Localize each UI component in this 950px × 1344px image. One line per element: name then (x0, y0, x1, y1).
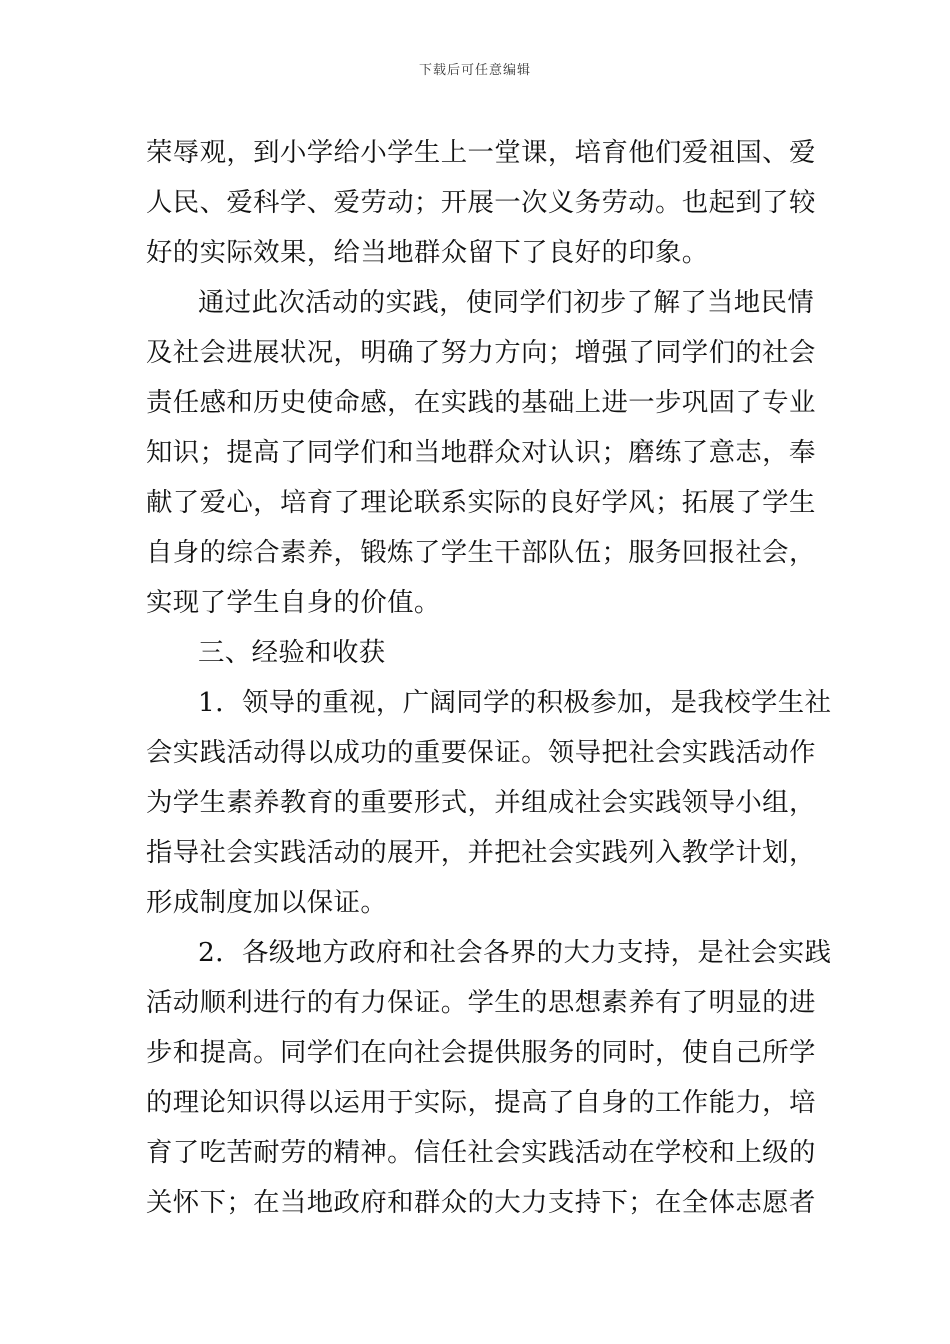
text-line-10: 实现了学生自身的价值。 (146, 587, 441, 618)
text-line-6: 责任感和历史使命感，在实践的基础上进一步巩固了专业 (146, 387, 816, 418)
text-line-20: 的理论知识得以运用于实际，提高了自身的工作能力，培 (146, 1087, 816, 1118)
text-line-13: 会实践活动得以成功的重要保证。领导把社会实践活动作 (146, 737, 816, 768)
text-line-15: 指导社会实践活动的展开，并把社会实践列入教学计划， (146, 837, 816, 868)
text-line-5: 及社会进展状况，明确了努力方向；增强了同学们的社会 (146, 337, 816, 368)
text-line-1: 荣辱观，到小学给小学生上一堂课，培育他们爱祖国、爱 (146, 137, 816, 168)
section-heading: 三、经验和收获 (198, 637, 386, 668)
text-line-18: 活动顺利进行的有力保证。学生的思想素养有了明显的进 (146, 987, 816, 1018)
text-line-21: 育了吃苦耐劳的精神。信任社会实践活动在学校和上级的 (146, 1137, 816, 1168)
text-line-14: 为学生素养教育的重要形式，并组成社会实践领导小组， (146, 787, 816, 818)
page-header-note: 下载后可任意编辑 (418, 63, 531, 78)
text-line-16: 形成制度加以保证。 (146, 887, 388, 918)
text-line-19: 步和提高。同学们在向社会提供服务的同时，使自己所学 (146, 1037, 816, 1068)
text-line-22: 关怀下；在当地政府和群众的大力支持下；在全体志愿者 (146, 1187, 816, 1218)
text-line-4: 通过此次活动的实践，使同学们初步了解了当地民情 (198, 287, 815, 318)
text-line-12: 1．领导的重视，广阔同学的积极参加，是我校学生社 (198, 687, 832, 718)
text-line-8: 献了爱心，培育了理论联系实际的良好学风；拓展了学生 (146, 487, 816, 518)
document-body (146, 128, 832, 1228)
text-line-2: 人民、爱科学、爱劳动；开展一次义务劳动。也起到了较 (146, 187, 816, 218)
text-line-17: 2．各级地方政府和社会各界的大力支持，是社会实践 (198, 937, 832, 968)
text-line-3: 好的实际效果，给当地群众留下了良好的印象。 (146, 237, 709, 268)
text-line-9: 自身的综合素养，锻炼了学生干部队伍；服务回报社会， (146, 537, 816, 568)
text-line-7: 知识；提高了同学们和当地群众对认识；磨练了意志，奉 (146, 437, 816, 468)
